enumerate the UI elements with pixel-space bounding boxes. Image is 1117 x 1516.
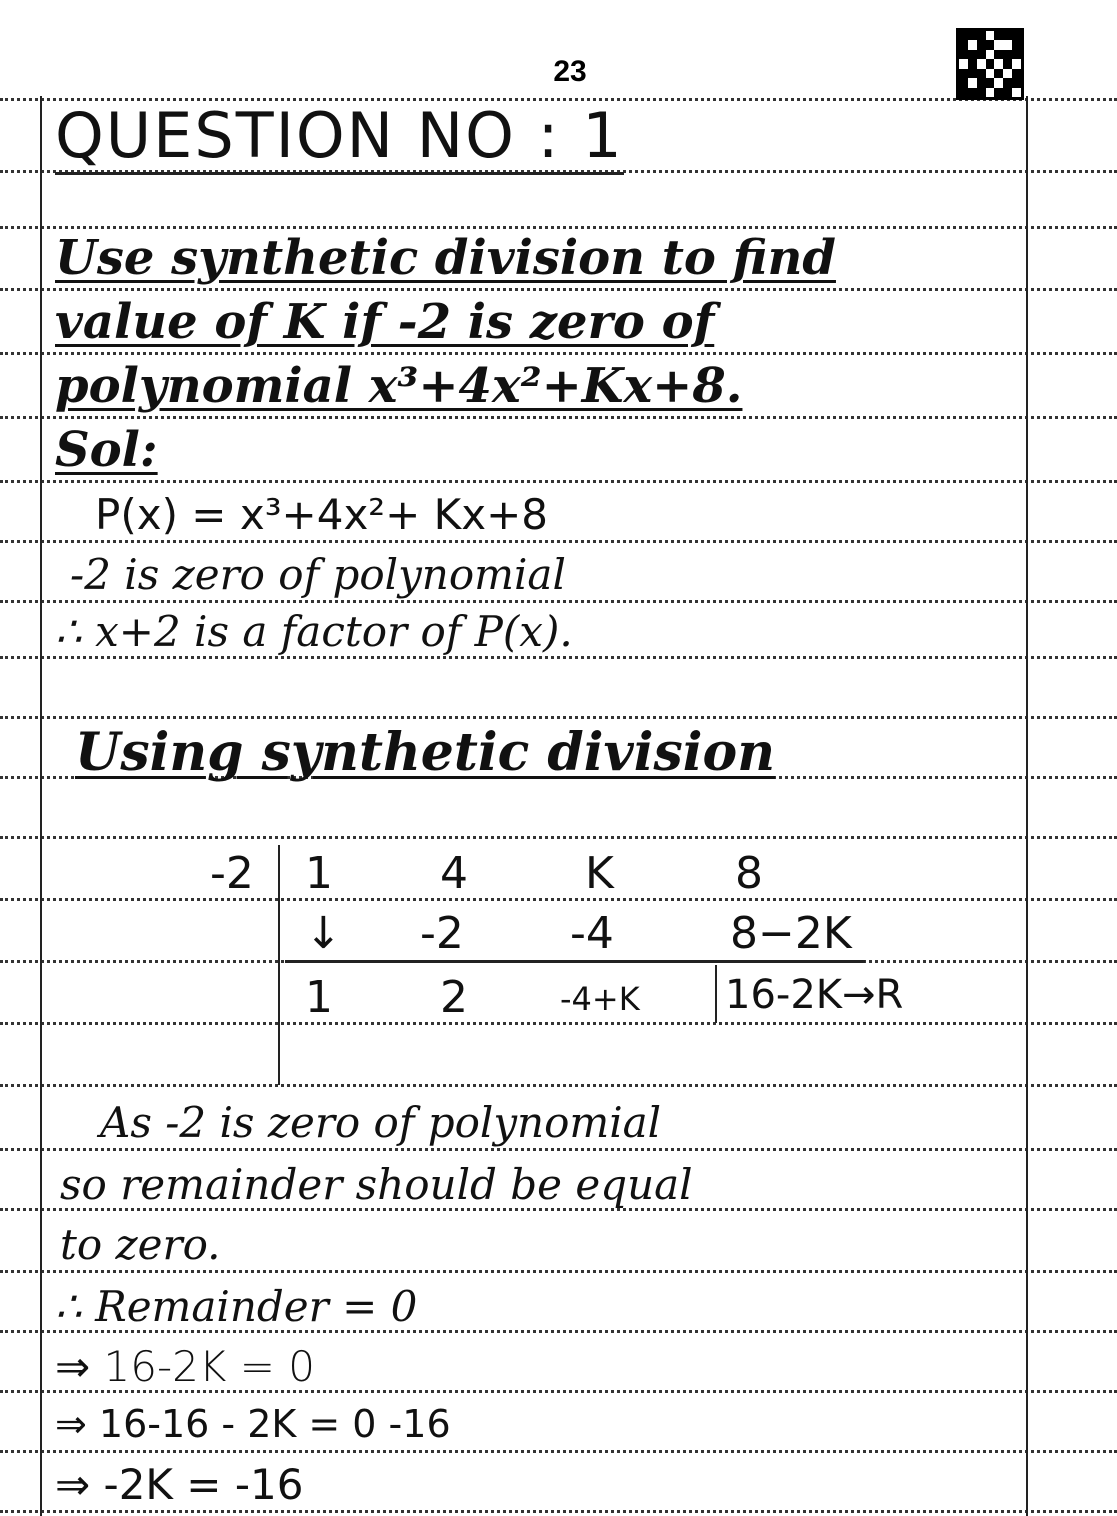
ruled-line (0, 898, 1117, 901)
ruled-line (0, 656, 1117, 659)
solution-line-1: P(x) = x³+4x²+ Kx+8 (95, 490, 548, 539)
ruled-line (0, 540, 1117, 543)
ruled-line (0, 416, 1117, 419)
ruled-line (0, 1022, 1117, 1025)
left-margin-line (40, 96, 42, 1516)
conclusion-line-2: so remainder should be equal (60, 1160, 693, 1209)
ruled-line (0, 1450, 1117, 1453)
ruled-line (0, 1510, 1117, 1513)
right-margin-line (1026, 96, 1028, 1516)
ruled-line (0, 1084, 1117, 1087)
solution-line-2: -2 is zero of polynomial (70, 550, 566, 599)
row2-cell: ↓ (305, 908, 342, 959)
row3-cell: -4+K (560, 980, 640, 1018)
divisor: -2 (210, 848, 254, 899)
row3-cell: 2 (440, 972, 468, 1023)
ruled-line (0, 1270, 1117, 1273)
ruled-line (0, 288, 1117, 291)
row1-cell: 8 (735, 848, 763, 899)
conclusion-line-3: to zero. (60, 1220, 221, 1269)
solution-label: Sol: (55, 422, 158, 478)
question-line-1: Use synthetic division to find (55, 230, 836, 286)
page-number: 23 (553, 55, 587, 88)
row2-cell: 8−2K (730, 908, 852, 959)
ruled-line (0, 226, 1117, 229)
row2-cell: -4 (570, 908, 614, 959)
ruled-line (0, 836, 1117, 839)
qr-code-icon (956, 28, 1024, 100)
conclusion-line-1: As -2 is zero of polynomial (100, 1098, 662, 1147)
conclusion-line-7: ⇒ -2K = -16 (55, 1460, 304, 1509)
row2-cell: -2 (420, 908, 464, 959)
question-line-2: value of K if -2 is zero of (55, 294, 715, 350)
row1-cell: 1 (305, 848, 333, 899)
remainder-box-line (715, 965, 717, 1023)
solution-line-3: ∴ x+2 is a factor of P(x). (55, 607, 573, 656)
ruled-line (0, 1148, 1117, 1151)
ruled-line (0, 600, 1117, 603)
ruled-line (0, 480, 1117, 483)
division-vertical-bar (278, 845, 280, 1085)
row3-cell: 1 (305, 972, 333, 1023)
row1-cell: K (585, 848, 614, 899)
ruled-line (0, 352, 1117, 355)
method-heading: Using synthetic division (75, 722, 775, 783)
row3-cell: 16-2K→R (725, 972, 904, 1018)
conclusion-line-6: ⇒ 16-16 - 2K = 0 -16 (55, 1402, 451, 1446)
conclusion-line-4: ∴ Remainder = 0 (55, 1282, 418, 1331)
question-heading: QUESTION NO : 1 (55, 100, 624, 175)
division-horizontal-bar (285, 960, 865, 963)
question-line-3: polynomial x³+4x²+Kx+8. (55, 358, 743, 414)
row1-cell: 4 (440, 848, 468, 899)
ruled-line (0, 716, 1117, 719)
conclusion-line-5: ⇒ 16-2K = 0 (55, 1342, 316, 1391)
